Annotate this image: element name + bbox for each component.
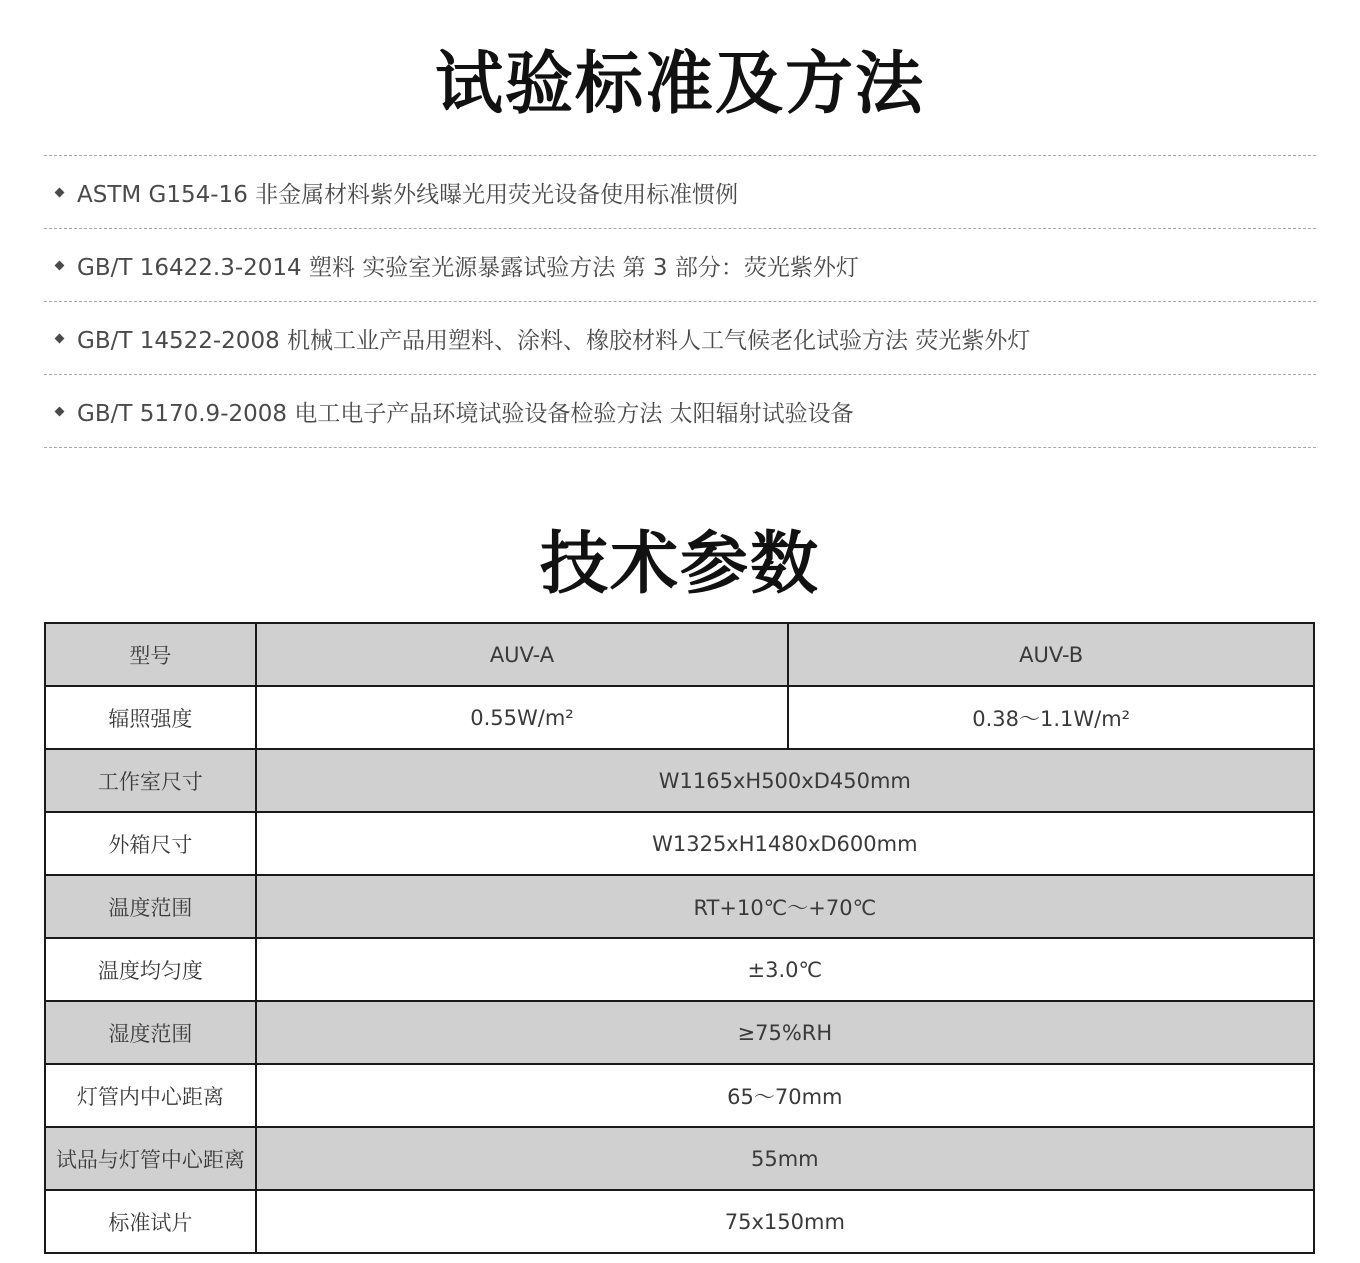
row-label-cell: 辐照强度 [45,686,256,749]
standard-text: GB/T 5170.9-2008 电工电子产品环境试验设备检验方法 太阳辐射试验设备 [77,400,854,427]
table-row [45,1001,1314,1064]
row-value-cell: 65～70mm [256,1064,1314,1127]
row-value-cell: ≥75%RH [256,1001,1314,1064]
standard-text: ASTM G154-16 非金属材料紫外线曝光用荧光设备使用标准惯例 [77,181,739,208]
table-row [45,686,1314,749]
spec-table [44,622,1315,1254]
row-value-cell: 75x150mm [256,1190,1314,1253]
row-label-cell: 温度范围 [45,875,256,938]
standard-text: GB/T 16422.3-2014 塑料 实验室光源暴露试验方法 第 3 部分：荧光紫外灯 [77,254,859,281]
row-value-cell: RT+10℃～+70℃ [256,875,1314,938]
diamond-bullet-icon [55,406,65,416]
list-item [44,156,1316,229]
header-label-cell: 型号 [45,623,256,686]
list-item [44,375,1316,448]
table-header-row [45,623,1314,686]
row-label-cell: 灯管内中心距离 [45,1064,256,1127]
list-item [44,302,1316,375]
table-row [45,938,1314,1001]
params-section-title: 技术参数 [539,525,820,604]
list-item [44,229,1316,302]
value-model-a-cell: 0.55W/m² [256,686,789,749]
row-value-cell: W1165xH500xD450mm [256,749,1314,812]
table-row [45,812,1314,875]
diamond-bullet-icon [55,187,65,197]
row-label-cell: 外箱尺寸 [45,812,256,875]
row-label-cell: 标准试片 [45,1190,256,1253]
table-row [45,875,1314,938]
row-label-cell: 湿度范围 [45,1001,256,1064]
diamond-bullet-icon [55,333,65,343]
value-model-b-cell: 0.38～1.1W/m² [788,686,1314,749]
row-label-cell: 工作室尺寸 [45,749,256,812]
standard-text: GB/T 14522-2008 机械工业产品用塑料、涂料、橡胶材料人工气候老化试验方法 荧光紫外灯 [77,327,1031,354]
table-row [45,749,1314,812]
header-model-a-cell: AUV-A [256,623,789,686]
diamond-bullet-icon [55,260,65,270]
header-model-b-cell: AUV-B [788,623,1314,686]
table-row [45,1190,1314,1253]
row-value-cell: W1325xH1480xD600mm [256,812,1314,875]
table-row [45,1064,1314,1127]
row-value-cell: ±3.0℃ [256,938,1314,1001]
row-value-cell: 55mm [256,1127,1314,1190]
row-label-cell: 试品与灯管中心距离 [45,1127,256,1190]
row-label-cell: 温度均匀度 [45,938,256,1001]
standards-list [44,155,1316,448]
table-row [45,1127,1314,1190]
standards-section-title: 试验标准及方法 [434,45,925,124]
